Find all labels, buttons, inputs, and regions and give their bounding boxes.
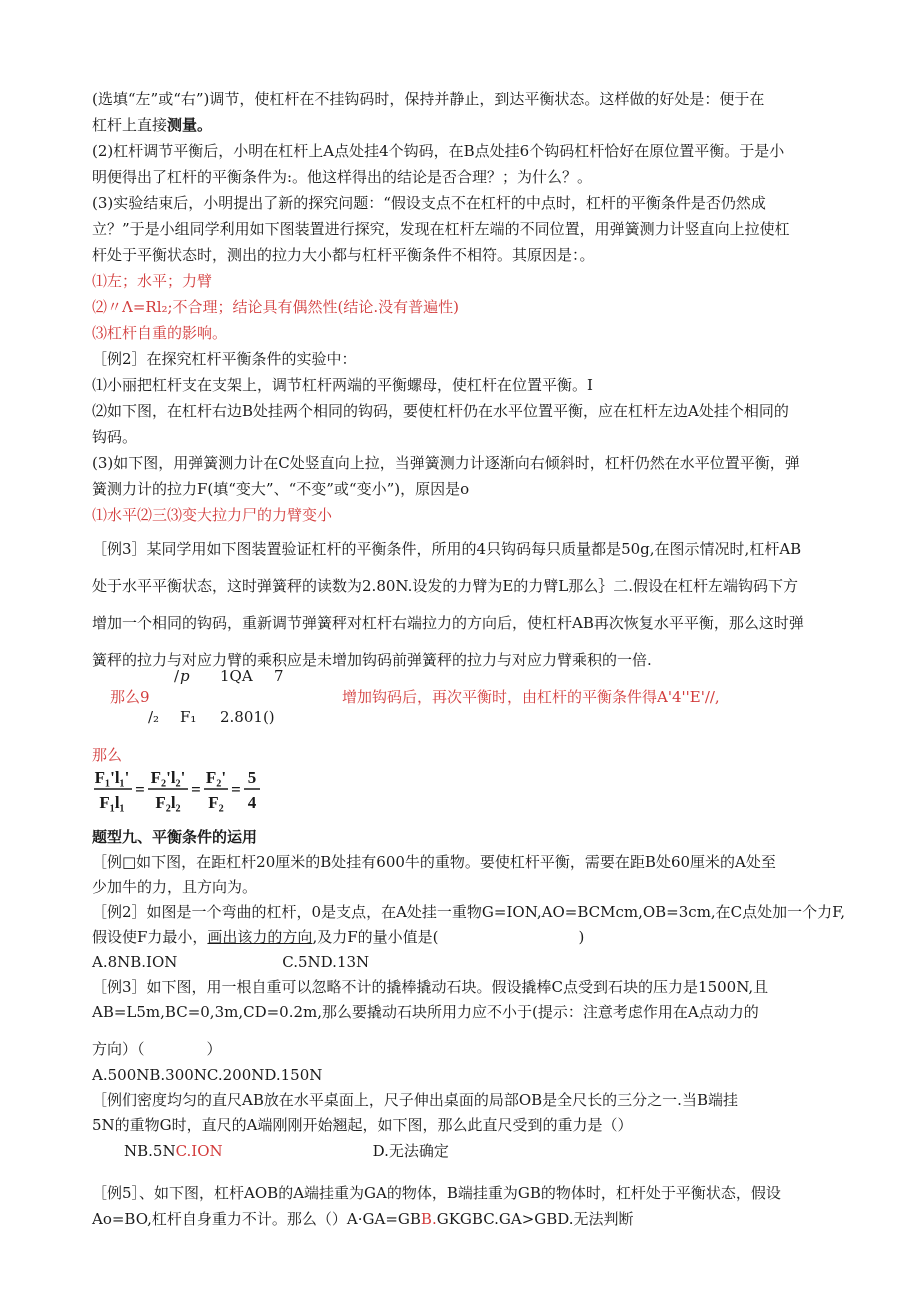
formula-fragment: 2.801() [220,708,275,726]
text-span: 假设使F力最小， [92,928,208,946]
fraction-formula [92,764,292,818]
example-title: ［例3］某同学用如下图装置验证杠杆的平衡条件，所用的4只钩码每只质量都是50g,在图示情况时,杠杆AB [92,540,802,558]
text-line [92,1208,634,1230]
text-line: 簧测力计的拉力F(填“变大”、“不变”或“变小”)，原因是o [92,480,470,498]
text-line: ［例2］如图是一个弯曲的杠杆，0是支点，在A处挂一重物G=ION,AO=BCMcm,OB=3cm,在C点处加一个力F, [92,903,845,921]
text-line: 方向）（ ） [92,1040,222,1058]
answer-line: 那么 [92,746,123,764]
text-line: ⑴小丽把杠杆支在支架上，调节杠杆两端的平衡螺母，使杠杆在位置平衡。I [92,376,593,394]
answer-fragment: 那么9 [110,688,150,706]
text-span: GKGBC.GA>GBD.无法判断 [436,1210,634,1228]
formula-den-3: F₂ [208,793,224,812]
formula-den-1: F₁l₁ [99,793,125,812]
formula-eq: = [231,780,241,799]
text-span: ,及力F的量小值是( [312,928,439,946]
formula-num-3: F₂' [205,768,227,787]
text-line: 杆处于平衡状态时，测出的拉力大小都与杠杆平衡条件不相符。其原因是：。 [92,246,595,264]
answer-fragment: 增加钩码后，再次平衡时，由杠杆的平衡条件得A'4''E'//, [342,688,720,706]
underlined-span: 画出该力的方向 [207,928,313,946]
formula-fragment: /₂ [148,708,160,726]
answer-line: ⑴左；水平；力臂 [92,272,213,290]
text-line: 增加一个相同的钩码，重新调节弹簧秤对杠杆右端拉力的方向后，使杠杆AB再次恢复水平平衡，那么这时弹 [92,614,804,632]
text-line: 立？”于是小组同学利用如下图装置进行探究，发现在杠杆左端的不同位置，用弹簧测力计竖直向上拉使杠 [92,220,790,238]
formula-den-4: 4 [247,793,257,812]
text-line [92,926,584,948]
text-span: Ao=BO,杠杆自身重力不计。那么（）A·GA=GB [92,1210,421,1228]
text-span: 杠杆上直接 [92,116,168,134]
formula-fragment: F₁ [180,708,197,726]
formula-fragment: 7 [274,667,284,685]
option-line: A.8NB.ION C.5ND.13N [92,953,370,971]
formula-fragment: / [174,667,180,685]
text-line: 少加牛的力，且方向为。 [92,878,258,896]
text-line [92,114,212,136]
text-line: (选填“左”或“右”)调节，使杠杆在不挂钩码时，保持并静止，到达平衡状态。这样做的好处是：便于在 [92,90,765,108]
text-span: ) [578,928,585,946]
formula-den-2: F₂l₂ [155,793,181,812]
text-line: 钩码。 [92,428,138,446]
option-span: D.无法确定 [372,1142,449,1160]
section-heading: 题型九、平衡条件的运用 [92,828,258,846]
formula-num-2: F₂'l₂' [150,768,186,787]
text-line: 明便得出了杠杆的平衡条件为:。他这样得出的结论是否合理？；为什么？。 [92,168,593,186]
formula-num-4: 5 [247,768,257,787]
formula-eq: = [135,780,145,799]
example-title: ［例2］在探究杠杆平衡条件的实验中： [92,350,357,368]
formula-fragment: p [180,667,190,685]
answer-line: ⑶杠杆自重的影响。 [92,324,228,342]
text-span-red: B. [420,1210,437,1228]
option-line [124,1140,449,1162]
text-line: (2)杠杆调节平衡后，小明在杠杆上A点处挂4个钩码，在B点处挂6个钩码杠杆恰好在原位置平衡。于是小 [92,142,785,160]
text-line: (3)实验结束后，小明提出了新的探究问题：“假设支点不在杠杆的中点时，杠杆的平衡条件是否仍然成 [92,194,766,212]
option-span-red: C.ION [175,1142,223,1160]
answer-line: ⑴水平⑵三⑶变大拉力尸的力臂变小 [92,506,333,524]
text-span-bold: 测量。 [167,116,213,134]
answer-line: ⑵〃Λ=Rl₂;不合理；结论具有偶然性(结论.没有普遍性) [92,298,460,316]
text-line: ［例□如下图，在距杠杆20厘米的B处挂有600牛的重物。要使杠杆平衡，需要在距B处60厘米的A处至 [92,853,776,871]
option-line: A.500NB.300NC.200ND.150N [92,1066,323,1084]
text-line: (3)如下图，用弹簧测力计在C处竖直向上拉，当弹簧测力计逐渐向右倾斜时，杠杆仍然在水平位置平衡，弹 [92,454,800,472]
text-line: 簧秤的拉力与对应力臂的乘积应是未增加钩码前弹簧秤的拉力与对应力臂乘积的一倍. [92,651,652,669]
text-line: ［例3］如下图，用一根自重可以忽略不计的撬棒撬动石块。假设撬棒C点受到石块的压力是1500N,且 [92,978,769,996]
text-line: ⑵如下图，在杠杆右边B处挂两个相同的钩码，要使杠杆仍在水平位置平衡，应在杠杆左边A处挂个相同的 [92,402,789,420]
formula-num-1: F₁'l₁' [94,768,130,787]
text-line: ［例们密度均匀的直尺AB放在水平桌面上，尺子伸出桌面的局部OB是全尺长的三分之一.当B端挂 [92,1091,738,1109]
text-line: 5N的重物G时，直尺的A端刚刚开始翘起，如下图，那么此直尺受到的重力是（） [92,1116,633,1134]
text-line: 处于水平平衡状态，这时弹簧秤的读数为2.80N.设发的力臂为E的力臂L那么｝二.假设在杠杆左端钩码下方 [92,577,799,595]
formula-fragment: 1QA [220,667,253,685]
text-line: AB=L5m,BC=0,3m,CD=0.2m,那么要撬动石块所用力应不小于(提示：注意考虑作用在A点动力的 [92,1003,759,1021]
text-line: ［例5］、如下图，杠杆AOB的A端挂重为GA的物体，B端挂重为GB的物体时，杠杆处于平衡状态，假设 [92,1184,781,1202]
formula-eq: = [191,780,201,799]
option-span: NB.5N [124,1142,176,1160]
